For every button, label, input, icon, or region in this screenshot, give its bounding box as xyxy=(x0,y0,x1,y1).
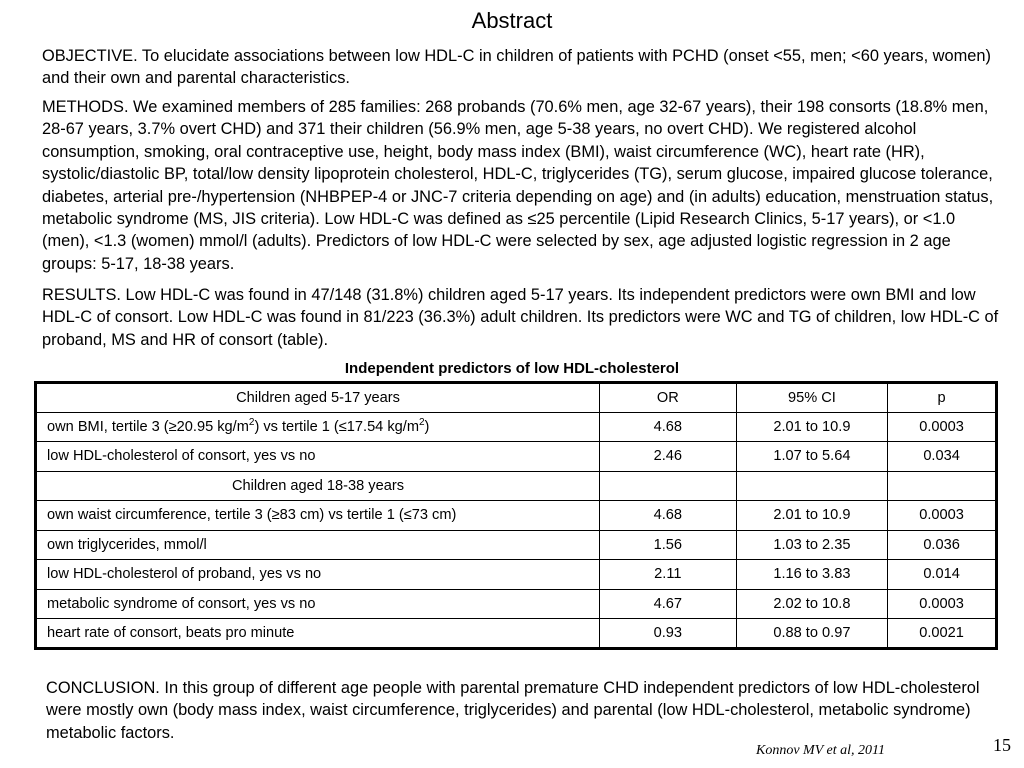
p-header: p xyxy=(888,383,997,413)
row-or: 4.67 xyxy=(600,589,737,619)
row-p: 0.0003 xyxy=(888,589,997,619)
row-label: metabolic syndrome of consort, yes vs no xyxy=(36,589,600,619)
citation: Konnov MV et al, 2011 xyxy=(756,743,885,758)
row-label: own triglycerides, mmol/l xyxy=(36,530,600,560)
row-p: 0.036 xyxy=(888,530,997,560)
row-ci: 2.01 to 10.9 xyxy=(736,501,888,531)
group-header-adult: Children aged 18-38 years xyxy=(36,471,600,501)
row-p: 0.014 xyxy=(888,560,997,590)
empty-cell xyxy=(888,471,997,501)
row-or: 1.56 xyxy=(600,530,737,560)
methods-paragraph: METHODS. We examined members of 285 families: 268 probands (70.6% men, age 32-67 years), their 198 consorts (18.8% men, 28-67 years, 3.7% overt CHD) and 371 their children (56.9% men, age 5-38 years, no overt CHD). We registered alcohol consumption, smoking, oral contraceptive use, height, body mass index (BMI), waist circumference (WC), heart rate (HR), systolic/diastolic BP, total/low density lipoprotein cholesterol, HDL-C, triglycerides (TG), serum glucose, impaired glucose tolerance, diabetes, arterial pre-/hypertension (NHBPEP-4 or JNC-7 criteria depending on age) and (in adults) education, menstruation status, metabolic syndrome (MS, JIS criteria). Low HDL-C was defined as ≤25 percentile (Lipid Research Clinics, 5-17 years), or <1.0 (men), <1.3 (women) mmol/l (adults). Predictors of low HDL-C were selected by sex, age adjusted logistic regression in 2 age groups: 5-17, 18-38 years. xyxy=(42,98,994,273)
objective-paragraph: OBJECTIVE. To elucidate associations between low HDL-C in children of patients with PCHD (onset <55, men; <60 years, women) and their own and parental characteristics. xyxy=(42,47,991,88)
row-p: 0.034 xyxy=(888,442,997,472)
table-title: Independent predictors of low HDL-cholesterol xyxy=(344,360,680,377)
row-ci: 0.88 to 0.97 xyxy=(736,619,888,649)
page-number: 15 xyxy=(993,735,1011,755)
row-p: 0.0003 xyxy=(888,501,997,531)
row-ci: 2.02 to 10.8 xyxy=(736,589,888,619)
page-title: Abstract xyxy=(471,8,553,33)
group-header-young: Children aged 5-17 years xyxy=(36,383,600,413)
empty-cell xyxy=(736,471,888,501)
ci-header: 95% CI xyxy=(736,383,888,413)
or-header: OR xyxy=(600,383,737,413)
row-or: 4.68 xyxy=(600,501,737,531)
row-label: heart rate of consort, beats pro minute xyxy=(36,619,600,649)
row-or: 0.93 xyxy=(600,619,737,649)
row-ci: 1.16 to 3.83 xyxy=(736,560,888,590)
row-or: 2.11 xyxy=(600,560,737,590)
row-p: 0.0021 xyxy=(888,619,997,649)
row-label: own BMI, tertile 3 (≥20.95 $kg/m^2$) vs tertile 1 (≤17.54 $kg/m^2$) xyxy=(36,412,600,442)
conclusion-paragraph: CONCLUSION. In this group of different age people with parental premature CHD independent predictors of low HDL-cholesterol were mostly own (body mass index, waist circumference, triglycerides) and parental (low HDL-cholesterol, metabolic syndrome) metabolic factors. xyxy=(46,679,980,742)
table-row xyxy=(36,530,997,560)
group-header-row xyxy=(36,471,997,501)
table-row xyxy=(36,442,997,472)
empty-cell xyxy=(600,471,737,501)
row-ci: 1.03 to 2.35 xyxy=(736,530,888,560)
row-label: low HDL-cholesterol of proband, yes vs no xyxy=(36,560,600,590)
table-row xyxy=(36,501,997,531)
table-header-row xyxy=(36,383,997,413)
table-row xyxy=(36,589,997,619)
table-row xyxy=(36,560,997,590)
table-row xyxy=(36,619,997,649)
row-label: own waist circumference, tertile 3 (≥83 cm) vs tertile 1 (≤73 cm) xyxy=(36,501,600,531)
row-ci: 2.01 to 10.9 xyxy=(736,412,888,442)
row-label: low HDL-cholesterol of consort, yes vs no xyxy=(36,442,600,472)
row-or: 4.68 xyxy=(600,412,737,442)
predictors-table xyxy=(34,381,998,650)
row-ci: 1.07 to 5.64 xyxy=(736,442,888,472)
row-or: 2.46 xyxy=(600,442,737,472)
results-paragraph: RESULTS. Low HDL-C was found in 47/148 (31.8%) children aged 5-17 years. Its independent predictors were own BMI and low HDL-C of consort. Low HDL-C was found in 81/223 (36.3%) adult children. Its predictors were WC and TG of children, low HDL-C of proband, MS and HR of consort (table). xyxy=(42,286,999,349)
table-row xyxy=(36,412,997,442)
row-p: 0.0003 xyxy=(888,412,997,442)
